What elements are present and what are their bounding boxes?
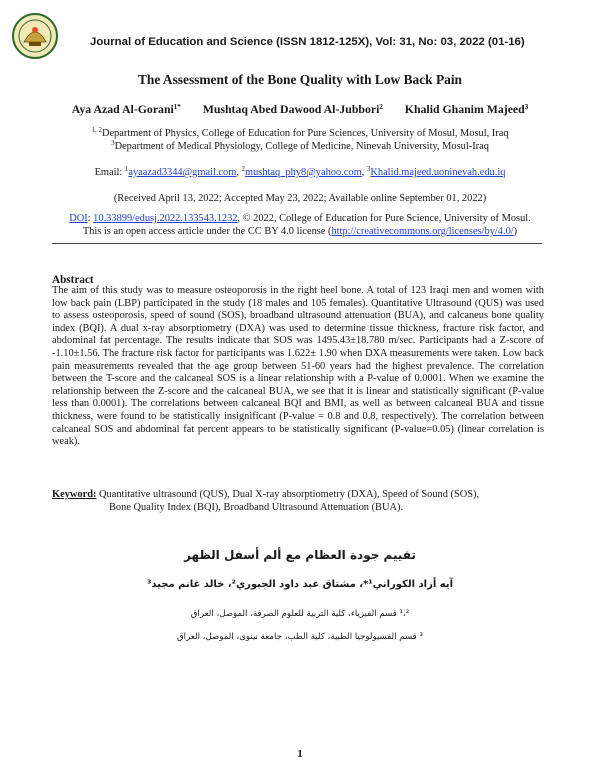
author-name: Mushtaq Abed Dawood Al-Jubbori (202, 102, 380, 116)
arabic-affiliation-1: ¹،² قسم الفيزياء، كلية التربية للعلوم الصرفة، الموصل، العراق (190, 609, 410, 619)
affiliation-sup: 1, 2 (91, 126, 102, 134)
license-link[interactable]: http://creativecommons.org/licenses/by/4.0/ (331, 226, 514, 237)
paper-title: The Assessment of the Bone Quality with Low Back Pain (137, 72, 462, 87)
abstract-body: The aim of this study was to measure osteoporosis in the right heel bone. A total of 123 Iraqi men and women with low back pain (LBP) participated in the study (18 males and 105 females). Quantitative Ultrasound (QUS) was used to assess osteoporosis, speed of sound (SOS), broadband ultrasound attenuation (BUA), and calcaneus bone quality index (BQI). A dual x-ray absorptiometry (DXA) was used to determine tissue thickness, fracture risk factor, and abdominal fat percentage. The results indicate that SOS was 1495.43±18.780 m/sec. Participants had a Z-score of -1.10±1.56. The fracture risk factor for participants was 1.622± 1.90 when DXA measurements were taken. Low back pain measurements revealed that the age group between 51-60 years had the highest prevalence. The correlation between the T-score and the calcaneal SOS is a linear relationship with a P-value of 0.0001. When we examine the relationship between the Z-score and the calcaneal BUA, we see that it is linear and statistically significant (P-value less than 0.0001). The correlations between calcaneal BQI and BMI, as well as between calcaneal BUA and tissue thickness, were found to be statistically insignificant (P-value = 0.8 and 0.8, respectively). The correlation between calcaneal SOS and abdominal fat percent appears to be statistically significant (P-value=0.05) (linear correlation is weak). (52, 285, 544, 448)
email-link[interactable]: mushtaq_phy8@yahoo.com (245, 167, 362, 178)
email-link[interactable]: ayaazad3344@gmail.com (128, 167, 237, 178)
doi-line: DOI: 10.33899/edusj.2022.133543.1232, © 2022, College of Education for Pure Science, University of Mosul. (69, 213, 531, 224)
arabic-title: تقييم جودة العظام مع ألم أسفل الظهر (184, 548, 416, 562)
email-link[interactable]: Khalid.majeed.uoninevah.edu.iq (370, 167, 506, 178)
affiliation-sup: 3 (111, 139, 115, 147)
author-name: Aya Azad Al-Gorani (71, 102, 174, 116)
header-divider (52, 243, 542, 244)
doi-link[interactable]: 10.33899/edusj.2022.133543.1232 (93, 213, 238, 224)
journal-logo (10, 12, 60, 60)
author-list (0, 102, 600, 117)
dates-line: (Received April 13, 2022; Accepted May 23, 2022; Available online September 01, 2022) (113, 193, 487, 204)
author-name: Khalid Ghanim Majeed (404, 102, 525, 116)
abstract-heading: Abstract (52, 274, 94, 286)
email-line: Email: $^1$ayaazad3344@gmail.com, $^2$mushtaq_phy8@yahoo.com, $^3$Khalid.majeed.uoninevah.edu.iq (94, 165, 506, 178)
arabic-authors: آيه أزاد الكوراني¹*، مشتاق عبد داود الجبوري²، خالد غانم مجيد³ (147, 579, 453, 590)
arabic-affiliation-2: ³ قسم الفسيولوجيا الطبية، كلية الطب، جامعة نينوى، الموصل، العراق (177, 632, 423, 642)
license-line: This is an open access article under the CC BY 4.0 license (http://creativecommons.org/licenses/by/4.0/) (82, 226, 518, 237)
keywords: Keyword: Quantitative ultrasound (QUS), Dual X-ray absorptiometry (DXA), Speed of Sound (SOS), Bone Quality Index (BQI), Broadband Ultrasound Attenuation (BUA). (52, 489, 480, 514)
page-number: 1 (297, 748, 303, 760)
affiliation-2: $^3$Department of Medical Physiology, College of Medicine, Ninevah University, Mosul-Iraq (111, 139, 489, 152)
journal-header: Journal of Education and Science (ISSN 1812-125X), Vol: 31, No: 03, 2022 (01-16) (90, 36, 525, 48)
author-sup: 1* (173, 103, 181, 111)
affiliation-1: $^{1, 2}$Department of Physics, College of Education for Pure Sciences, University of Mosul, Mosul, Iraq (91, 126, 509, 139)
author-sup: 3 (524, 103, 529, 111)
author-sup: 2 (379, 103, 383, 111)
keyword-label: Keyword: (52, 489, 97, 500)
doi-label-link[interactable]: DOI (69, 213, 88, 224)
